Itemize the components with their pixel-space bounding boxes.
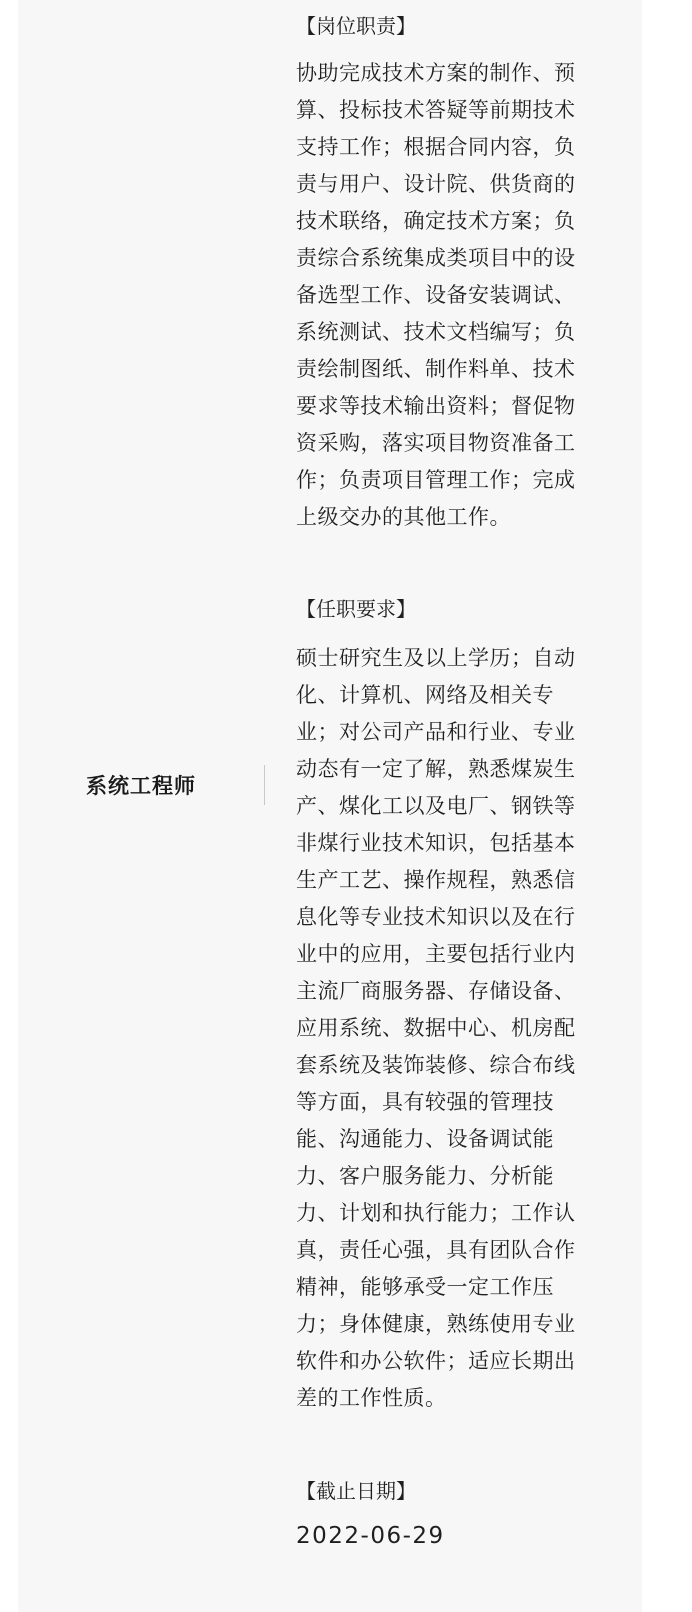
duties-line: 系统测试、技术文档编写；负 [296,320,576,344]
requirements-line: 能、沟通能力、设备调试能 [296,1127,554,1151]
requirements-line: 真，责任心强，具有团队合作 [296,1238,576,1262]
deadline-date: 2022-06-29 [296,1523,445,1549]
position-title: 系统工程师 [86,774,196,798]
requirements-line: 产、煤化工以及电厂、钢铁等 [296,794,576,818]
column-divider [264,765,265,805]
requirements-heading: 【任职要求】 [296,597,416,621]
duties-body [296,55,614,536]
requirements-line: 差的工作性质。 [296,1386,447,1410]
duties-line: 资采购，落实项目物资准备工 [296,431,576,455]
requirements-line: 息化等专业技术知识以及在行 [296,905,576,929]
requirements-line: 非煤行业技术知识，包括基本 [296,831,576,855]
requirements-line: 主流厂商服务器、存储设备、 [296,979,576,1003]
requirements-line: 套系统及装饰装修、综合布线 [296,1053,576,1077]
requirements-line: 力；身体健康，熟练使用专业 [296,1312,576,1336]
requirements-line: 业中的应用，主要包括行业内 [296,942,576,966]
duties-line: 作；负责项目管理工作；完成 [296,468,576,492]
duties-line: 要求等技术输出资料；督促物 [296,394,576,418]
duties-line: 责与用户、设计院、供货商的 [296,172,576,196]
duties-line: 上级交办的其他工作。 [296,505,511,529]
duties-line: 责绘制图纸、制作料单、技术 [296,357,576,381]
requirements-line: 化、计算机、网络及相关专 [296,683,554,707]
requirements-line: 等方面，具有较强的管理技 [296,1090,554,1114]
duties-line: 协助完成技术方案的制作、预 [296,61,576,85]
duties-line: 技术联络，确定技术方案；负 [296,209,576,233]
requirements-line: 动态有一定了解，熟悉煤炭生 [296,757,576,781]
duties-line: 算、投标技术答疑等前期技术 [296,98,576,122]
requirements-line: 硕士研究生及以上学历；自动 [296,646,576,670]
requirements-line: 精神，能够承受一定工作压 [296,1275,554,1299]
duties-heading: 【岗位职责】 [296,14,416,38]
deadline-heading: 【截止日期】 [296,1479,416,1503]
duties-line: 责综合系统集成类项目中的设 [296,246,576,270]
requirements-line: 业；对公司产品和行业、专业 [296,720,576,744]
duties-line: 备选型工作、设备安装调试、 [296,283,576,307]
requirements-line: 力、计划和执行能力；工作认 [296,1201,576,1225]
requirements-line: 生产工艺、操作规程，熟悉信 [296,868,576,892]
position-column [18,0,266,1612]
requirements-line: 应用系统、数据中心、机房配 [296,1016,576,1040]
requirements-line: 软件和办公软件；适应长期出 [296,1349,576,1373]
duties-line: 支持工作；根据合同内容，负 [296,135,576,159]
requirements-body [296,640,614,1417]
requirements-line: 力、客户服务能力、分析能 [296,1164,554,1188]
